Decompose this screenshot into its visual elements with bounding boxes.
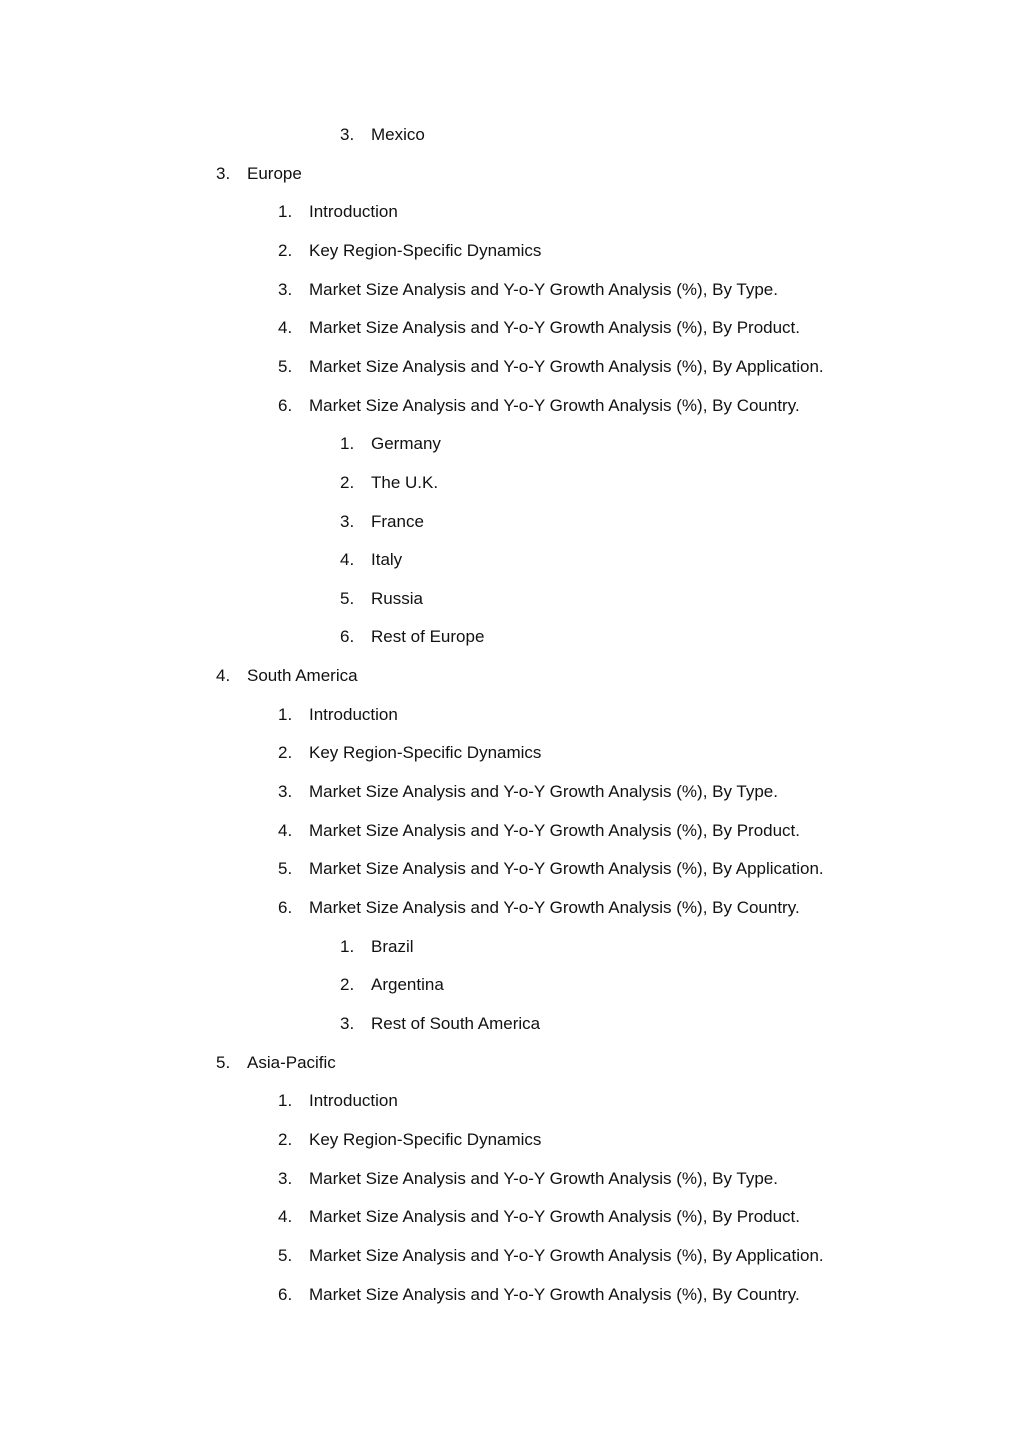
outline-item-text: Market Size Analysis and Y-o-Y Growth Analysis (%), By Product.: [309, 1207, 801, 1226]
outline-item-number: 2.: [340, 473, 355, 492]
outline-item-text: Introduction: [309, 705, 398, 724]
outline-item-number: 5.: [340, 589, 355, 608]
outline-item-text: Argentina: [371, 975, 444, 994]
outline-item-number: 5.: [278, 1246, 293, 1265]
outline-item-text: Market Size Analysis and Y-o-Y Growth Analysis (%), By Application.: [309, 859, 824, 878]
outline-item-text: Market Size Analysis and Y-o-Y Growth Analysis (%), By Type.: [309, 280, 778, 299]
outline-item-number: 1.: [278, 202, 293, 221]
outline-item-number: 2.: [278, 241, 293, 260]
outline-item-number: 1.: [340, 434, 355, 453]
outline-item-number: 4.: [278, 1207, 293, 1226]
outline-item-number: 1.: [278, 1091, 293, 1110]
outline-item-text: Market Size Analysis and Y-o-Y Growth Analysis (%), By Type.: [309, 782, 778, 801]
outline-item-number: 3.: [340, 125, 355, 144]
outline-item-text: Rest of South America: [371, 1014, 541, 1033]
outline-item-text: Market Size Analysis and Y-o-Y Growth Analysis (%), By Type.: [309, 1169, 778, 1188]
outline-item-text: The U.K.: [371, 473, 439, 492]
outline-item-text: Asia-Pacific: [247, 1053, 336, 1072]
outline-item-number: 4.: [278, 318, 293, 337]
outline-item-number: 3.: [340, 1014, 355, 1033]
outline-item-text: Key Region-Specific Dynamics: [309, 1130, 542, 1149]
outline-item-text: Introduction: [309, 202, 398, 221]
outline-item-text: Brazil: [371, 937, 414, 956]
outline-item-number: 4.: [340, 550, 355, 569]
outline-item-number: 5.: [216, 1053, 231, 1072]
outline-item-number: 6.: [340, 627, 355, 646]
outline-item-number: 6.: [278, 898, 293, 917]
outline-item-number: 3.: [278, 1169, 293, 1188]
outline-item-number: 1.: [278, 705, 293, 724]
outline-item-text: Market Size Analysis and Y-o-Y Growth Analysis (%), By Application.: [309, 1246, 824, 1265]
outline-item-number: 4.: [216, 666, 231, 685]
outline-item-text: Rest of Europe: [371, 627, 485, 646]
outline-item-number: 2.: [278, 1130, 293, 1149]
outline-item-text: Mexico: [371, 125, 425, 144]
outline-item-number: 3.: [340, 512, 355, 531]
outline-item-number: 3.: [278, 782, 293, 801]
outline-item-number: 2.: [340, 975, 355, 994]
outline-item-text: Germany: [371, 434, 441, 453]
outline-item-number: 6.: [278, 1285, 293, 1304]
outline-item-number: 1.: [340, 937, 355, 956]
outline-item-number: 3.: [216, 164, 231, 183]
outline-item-text: Key Region-Specific Dynamics: [309, 743, 542, 762]
outline-item-number: 5.: [278, 859, 293, 878]
outline-item-number: 5.: [278, 357, 293, 376]
outline-item-text: Market Size Analysis and Y-o-Y Growth Analysis (%), By Country.: [309, 1285, 800, 1304]
outline-item-text: Market Size Analysis and Y-o-Y Growth Analysis (%), By Application.: [309, 357, 824, 376]
outline-item-number: 4.: [278, 821, 293, 840]
outline-item-number: 2.: [278, 743, 293, 762]
outline-item-text: France: [371, 512, 424, 531]
outline-item-text: Market Size Analysis and Y-o-Y Growth Analysis (%), By Country.: [309, 396, 800, 415]
outline-item-text: Market Size Analysis and Y-o-Y Growth Analysis (%), By Product.: [309, 821, 801, 840]
outline-item-text: Market Size Analysis and Y-o-Y Growth Analysis (%), By Product.: [309, 318, 801, 337]
outline-item-text: Italy: [371, 550, 403, 569]
outline-item-text: Russia: [371, 589, 423, 608]
outline-item-text: Market Size Analysis and Y-o-Y Growth Analysis (%), By Country.: [309, 898, 800, 917]
outline-item-text: Introduction: [309, 1091, 398, 1110]
outline-item-number: 3.: [278, 280, 293, 299]
outline-item-text: Europe: [247, 164, 302, 183]
outline-item-number: 6.: [278, 396, 293, 415]
outline-item-text: Key Region-Specific Dynamics: [309, 241, 542, 260]
outline-item-text: South America: [247, 666, 358, 685]
